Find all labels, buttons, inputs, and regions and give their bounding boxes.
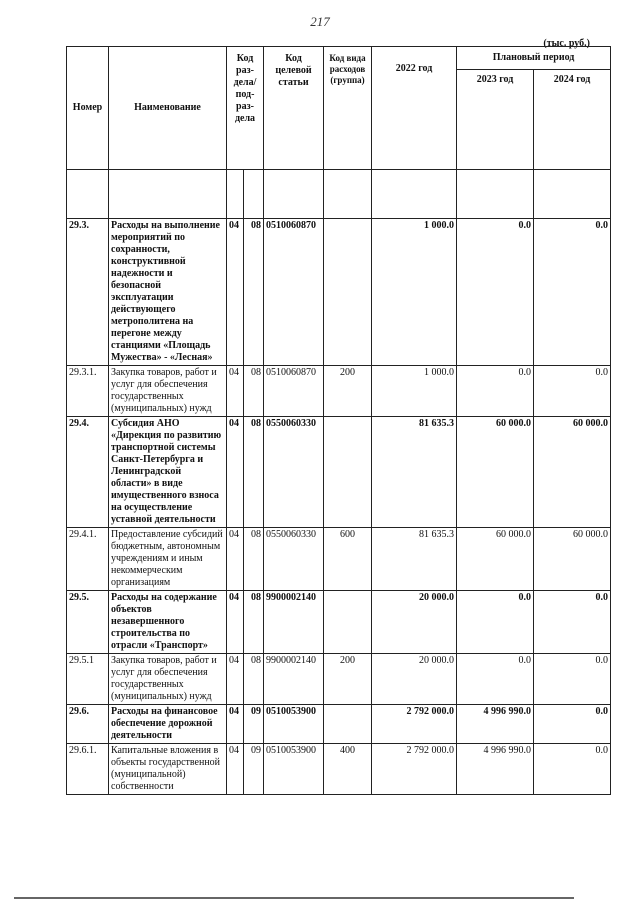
header-kind: Код вида расходов (группа) [324,47,372,170]
scan-artifact-line [14,897,574,899]
spacer-row [67,170,611,219]
row-num: 29.6. [67,705,109,744]
row-amount-2024: 0.0 [534,366,611,417]
row-subsection: 09 [244,744,264,795]
spacer-cell [109,170,227,219]
row-kind-code [324,705,372,744]
header-2022: 2022 год [372,47,457,170]
row-subsection: 08 [244,417,264,528]
row-target-code: 0550060330 [264,417,324,528]
row-num: 29.5. [67,591,109,654]
row-num: 29.4.1. [67,528,109,591]
row-kind-code [324,591,372,654]
row-target-code: 9900002140 [264,591,324,654]
row-target-code: 0510053900 [264,705,324,744]
row-subsection: 08 [244,528,264,591]
row-kind-code [324,417,372,528]
row-amount-2023: 0.0 [457,654,534,705]
row-amount-2023: 60 000.0 [457,417,534,528]
spacer-cell [264,170,324,219]
row-kind-code: 400 [324,744,372,795]
row-subsection: 09 [244,705,264,744]
row-amount-2023: 0.0 [457,591,534,654]
row-name: Закупка товаров, работ и услуг для обеспечения государственных (муниципальных) нужд [109,654,227,705]
spacer-cell [227,170,244,219]
spacer-cell [324,170,372,219]
row-kind-code: 600 [324,528,372,591]
row-target-code: 9900002140 [264,654,324,705]
budget-table [66,46,611,795]
row-subsection: 08 [244,591,264,654]
row-amount-2022: 2 792 000.0 [372,744,457,795]
row-section: 04 [227,366,244,417]
row-target-code: 0510053900 [264,744,324,795]
header-2023: 2023 год [457,70,534,170]
table-row [67,528,611,591]
header-2024: 2024 год [534,70,611,170]
row-name: Предоставление субсидий бюджетным, автономным учреждениям и иным некоммерческим организациям [109,528,227,591]
row-amount-2024: 60 000.0 [534,528,611,591]
header-row-top [67,47,611,70]
header-plan-period: Плановый период [457,47,611,70]
header-target: Код целевой статьи [264,47,324,170]
row-name: Закупка товаров, работ и услуг для обеспечения государственных (муниципальных) нужд [109,366,227,417]
table-row [67,366,611,417]
row-num: 29.6.1. [67,744,109,795]
row-amount-2022: 1 000.0 [372,219,457,366]
row-num: 29.5.1 [67,654,109,705]
row-target-code: 0510060870 [264,219,324,366]
row-amount-2024: 60 000.0 [534,417,611,528]
row-section: 04 [227,654,244,705]
row-amount-2022: 20 000.0 [372,591,457,654]
row-subsection: 08 [244,654,264,705]
row-subsection: 08 [244,366,264,417]
row-amount-2024: 0.0 [534,591,611,654]
header-num: Номер [67,47,109,170]
row-section: 04 [227,705,244,744]
row-amount-2024: 0.0 [534,744,611,795]
row-target-code: 0550060330 [264,528,324,591]
row-section: 04 [227,528,244,591]
row-name: Капитальные вложения в объекты государственной (муниципальной) собственности [109,744,227,795]
spacer-cell [534,170,611,219]
table-row [67,591,611,654]
row-amount-2022: 81 635.3 [372,528,457,591]
row-target-code: 0510060870 [264,366,324,417]
row-num: 29.4. [67,417,109,528]
page-number: 217 [310,14,330,29]
table-row [67,705,611,744]
row-section: 04 [227,591,244,654]
row-name: Субсидия АНО «Дирекция по развитию транспортной системы Санкт-Петербурга и Ленинградской области» в виде имущественного взноса на осуществление уставной деятельности [109,417,227,528]
spacer-cell [244,170,264,219]
row-amount-2023: 4 996 990.0 [457,744,534,795]
header-name: Наименование [109,47,227,170]
row-kind-code: 200 [324,654,372,705]
row-section: 04 [227,219,244,366]
row-amount-2022: 81 635.3 [372,417,457,528]
row-amount-2024: 0.0 [534,219,611,366]
row-num: 29.3.1. [67,366,109,417]
row-amount-2022: 20 000.0 [372,654,457,705]
row-num: 29.3. [67,219,109,366]
row-amount-2023: 0.0 [457,366,534,417]
table-row [67,744,611,795]
row-subsection: 08 [244,219,264,366]
spacer-cell [372,170,457,219]
row-kind-code: 200 [324,366,372,417]
table-row [67,219,611,366]
row-amount-2023: 60 000.0 [457,528,534,591]
row-amount-2023: 0.0 [457,219,534,366]
row-section: 04 [227,417,244,528]
row-amount-2024: 0.0 [534,705,611,744]
row-kind-code [324,219,372,366]
table-row [67,417,611,528]
row-section: 04 [227,744,244,795]
row-amount-2022: 2 792 000.0 [372,705,457,744]
spacer-cell [67,170,109,219]
row-amount-2023: 4 996 990.0 [457,705,534,744]
table-row [67,654,611,705]
spacer-cell [457,170,534,219]
header-section: Код раз- дела/ под- раз- дела [227,47,264,170]
row-amount-2022: 1 000.0 [372,366,457,417]
units-label: (тыс. руб.) [543,38,590,49]
row-name: Расходы на финансовое обеспечение дорожной деятельности [109,705,227,744]
row-name: Расходы на содержание объектов незавершенного строительства по отрасли «Транспорт» [109,591,227,654]
row-name: Расходы на выполнение мероприятий по сохранности, конструктивной надежности и безопасной эксплуатации действующего метрополитена на перегоне между станциями «Площадь Мужества» - «Лесная» [109,219,227,366]
row-amount-2024: 0.0 [534,654,611,705]
